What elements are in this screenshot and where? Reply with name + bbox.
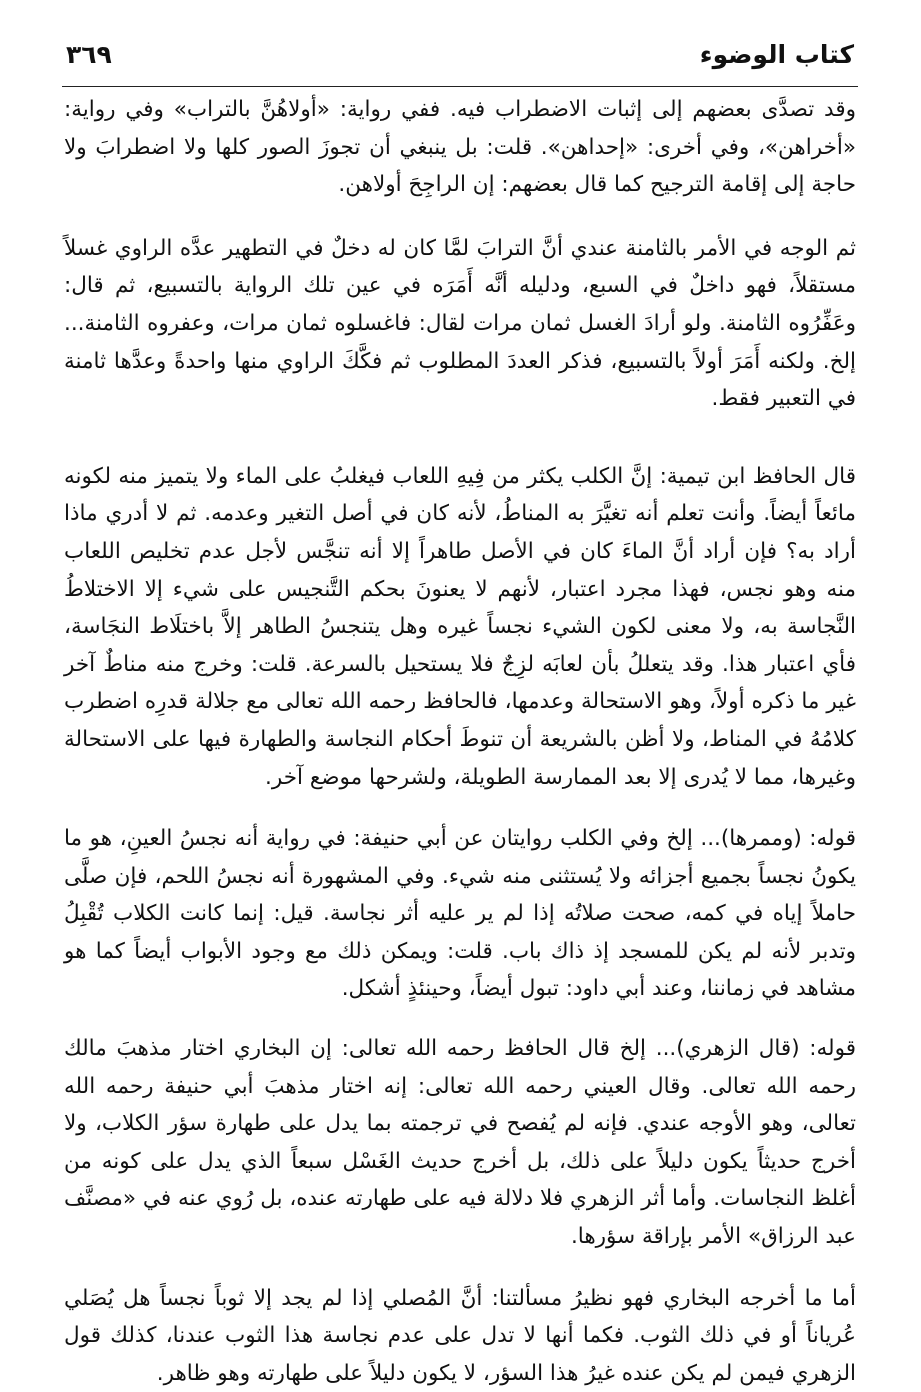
paragraph-3: قال الحافظ ابن تيمية: إنَّ الكلب يكثر من فِيهِ اللعاب فيغلبُ على الماء ولا يتميز منه لكونه مائعاً أيضاً. وأنت تعلم أنه تغيَّرَ به المناطُ، لأنه كان في أصل التغير وعدمه. ثم لا أدري ماذا أراد به؟ فإن أراد أنَّ الماءَ كان في الأصل طاهراً إلا أنه تنجَّس لأجل عدم تخليص اللعاب منه وهو نجس، فهذا مجرد اعتبار، لأنهم لا يعنونَ بحكم التَّنجيس على شيء إلا الاختلاطُ النَّجاسة به، ولا معنى لكون الشيء نجساً غيره وهل يتنجسُ الطاهر إلاَّ باختلَاط النجَاسة، فأي اعتبار هذا. وقد يتعللُ بأن لعابَه لزِجٌ فلا يستحيل بالسرعة. قلت: وخرج منه مناطٌ آخر غير ما ذكره أولاً، وهو الاستحالة وعدمها، فالحافظ رحمه الله تعالى مع جلالة قدرِه اضطرب كلامُهُ في المناط، ولا أظن بالشريعة أن تنوطَ أحكام النجاسة والطهارة فيها على الاستحالة وغيرها، مما لا يُدرى إلا بعد الممارسة الطويلة، ولشرحها موضع آخر. <box>64 463 856 790</box>
paragraph-6: أما ما أخرجه البخاري فهو نظيرُ مسألتنا: أنَّ المُصلي إذا لم يجد إلا ثوباً نجساً هل يُصَلي عُرياناً أو في ذلك الثوب. فكما أنها لا تدل على عدم نجاسة هذا الثوب عندنا، كذلك قول الزهري فيمن لم يكن عنده غيرُ هذا السؤر، لا يكون دليلاً على طهارته وهو ظاهر. <box>64 1285 856 1386</box>
paragraph-2: ثم الوجه في الأمر بالثامنة عندي أنَّ الترابَ لمَّا كان له دخلٌ في التطهير عدَّه الراوي غسلاً مستقلاً، فهو داخلٌ في السبع، ودليله أنَّه أَمَرَه في عين تلك الرواية بالتسبيع، ثم قال: وعَفِّرُوه الثامنة. ولو أرادَ الغسل ثمان مرات لقال: فاغسلوه ثمان مرات، وعفروه الثامنة... إلخ. ولكنه أَمَرَ أولاً بالتسبيع، فذكر العددَ المطلوب ثم فكَّكَ الراوي منها واحدةً وعدَّها ثامنة في التعبير فقط. <box>64 235 856 412</box>
page-number: ٣٦٩ <box>66 40 112 69</box>
paragraph-5: قوله: (قال الزهري)... إلخ قال الحافظ رحمه الله تعالى: إن البخاري اختار مذهبَ مالك رحمه الله تعالى. وقال العيني رحمه الله تعالى: إنه اختار مذهبَ أبي حنيفة رحمه الله تعالى، وهو الأوجه عندي. فإنه لم يُفصح في ترجمته بما يدل على طهارة سؤر الكلاب، ولا أخرج حديثاً يكون دليلاً على ذلك، بل أخرج حديث الغَسْل سبعاً الذي يدل على كونه من أغلظ النجاسات. وأما أثر الزهري فلا دلالة فيه على طهارته عنده، بل رُوي عنه في «مصنَّف عبد الرزاق» الأمر بإراقة سؤرها. <box>64 1036 856 1250</box>
chapter-title: كتاب الوضوء <box>699 40 854 69</box>
paragraph-4: قوله: (وممرها)... إلخ وفي الكلب روايتان عن أبي حنيفة: في رواية أنه نجسُ العينِ، هو ما يكونُ نجساً بجميع أجزائه ولا يُستثنى منه شيء. وفي المشهورة أنه نجسُ اللحم، فإن صلَّى حاملاً إياه في كمه، صحت صلاتُه إذا لم ير عليه أثر نجاسة. قيل: إنما كانت الكلاب تُقْبِلُ وتدبر لأنه لم يكن للمسجد إذ ذاك باب. قلت: ويمكن ذلك مع وجود الأبواب أيضاً كما هو مشاهد في زماننا، وعند أبي داود: تبول أيضاً، وحينئذٍ أشكل. <box>64 826 856 1002</box>
book-page <box>62 40 858 1386</box>
page-body <box>62 87 858 1392</box>
paragraph-1: وقد تصدَّى بعضهم إلى إثبات الاضطراب فيه. ففي رواية: «أولاهُنَّ بالتراب» وفي رواية: «أخراهن»، وفي أخرى: «إحداهن». قلت: بل ينبغي أن تجوزَ الصور كلها ولا اضطرابَ ولا حاجة إلى إقامة الترجيح كما قال بعضهم: إن الراجِحَ أولاهن. <box>64 97 856 198</box>
running-header <box>62 40 858 87</box>
